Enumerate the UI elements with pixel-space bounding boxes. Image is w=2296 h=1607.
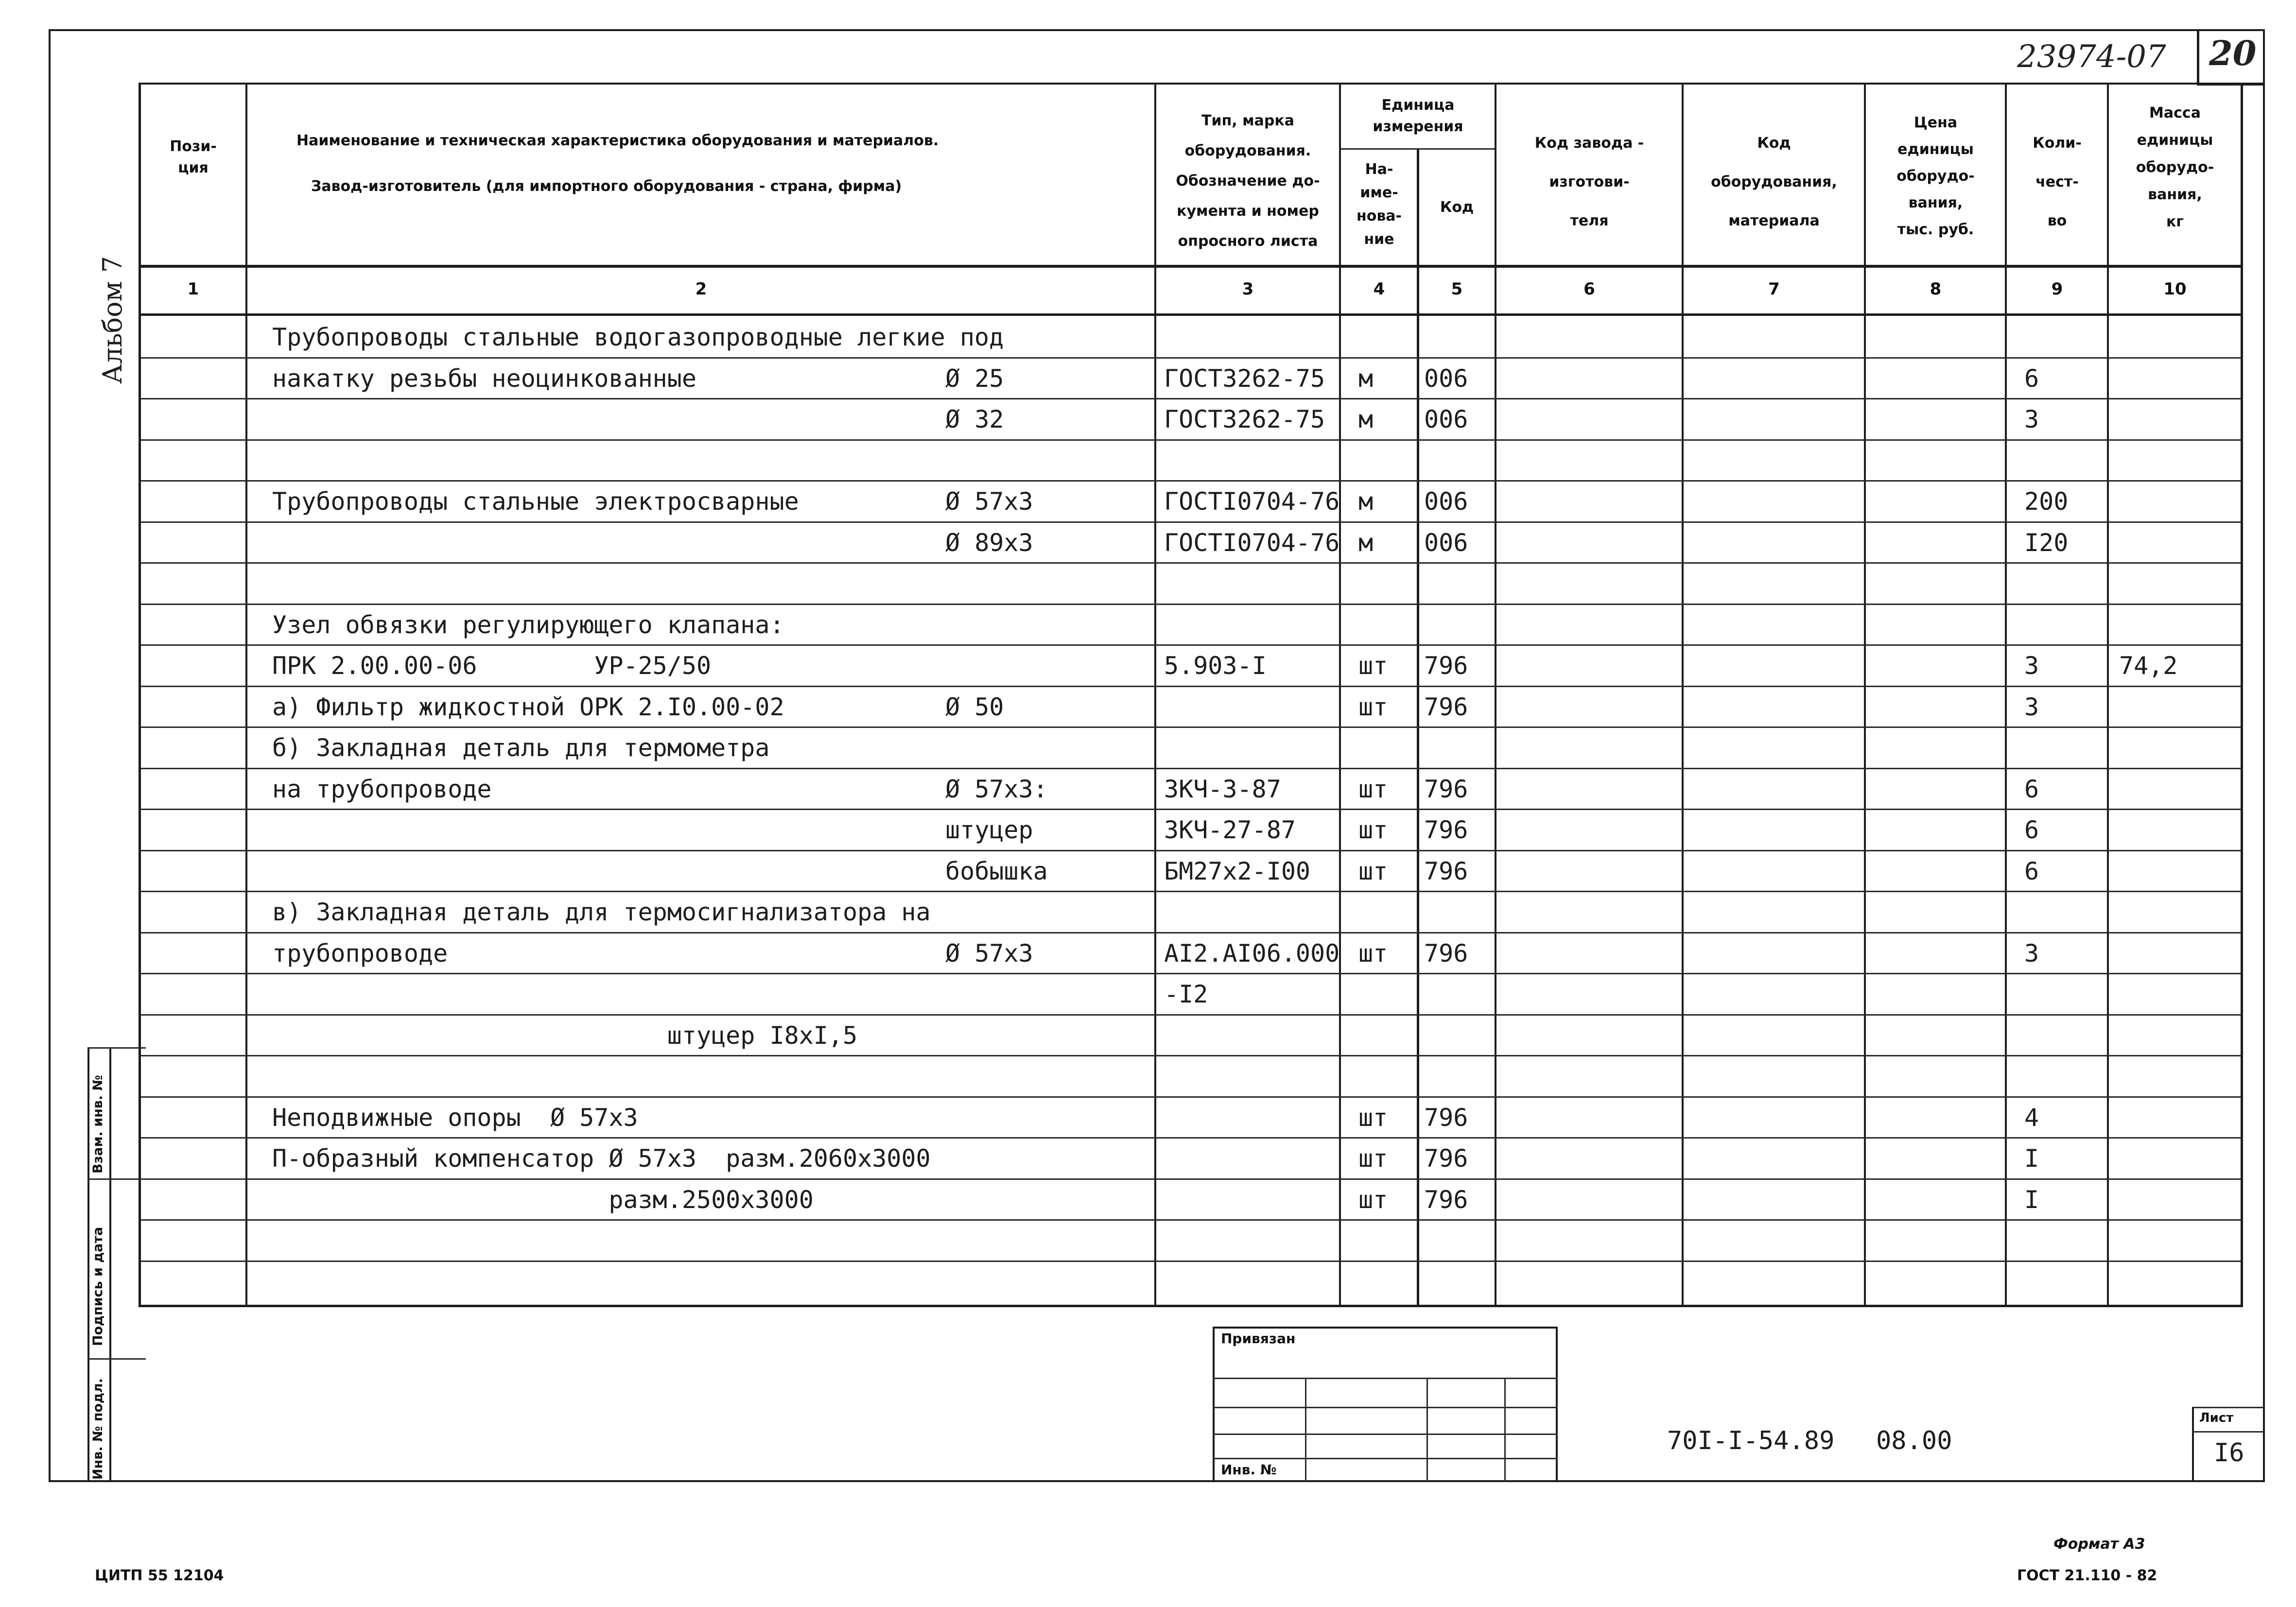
side-stamp-mid-border: [109, 1047, 111, 1482]
row-line: [141, 891, 2241, 892]
section-code: 08.00: [1876, 1426, 1952, 1455]
colnum-bottom-border: [139, 313, 2243, 316]
cell-code: 796: [1424, 939, 1468, 968]
cell-unit: м: [1358, 405, 1374, 433]
table-top-border: [139, 83, 2265, 85]
cell-name: штуцер I8хI,5: [272, 1021, 858, 1050]
privyazan-line-2: [1213, 1407, 1558, 1408]
cell-unit: м: [1358, 487, 1374, 516]
cell-qty: 4: [2024, 1104, 2039, 1132]
row-line: [141, 686, 2241, 687]
cell-name: Трубопроводы стальные электросварные: [272, 487, 799, 516]
col-divider-10: [2241, 83, 2243, 1307]
header-quantity: Коли- чест- во: [2033, 135, 2082, 229]
row-line: [141, 1014, 2241, 1016]
side-stamp-sep-2: [87, 1358, 146, 1360]
header-price: Цена единицы оборудо- вания, тыс. руб.: [1896, 114, 1975, 238]
header-unit-code: Код: [1440, 199, 1474, 216]
cell-name: разм.2500х3000: [272, 1186, 814, 1214]
col-divider-2: [1154, 83, 1156, 1307]
cell-size: Ø 89х3: [945, 529, 1033, 557]
cell-name: Неподвижные опоры Ø 57х3: [272, 1104, 638, 1132]
cell-unit: шт: [1358, 693, 1388, 721]
cell-code: 006: [1424, 405, 1468, 433]
colnum-9: 9: [2051, 279, 2063, 299]
table-bottom-border: [139, 1305, 2243, 1307]
cell-name: накатку резьбы неоцинкованные: [272, 364, 696, 393]
cell-mass: 74,2: [2119, 652, 2178, 680]
album-label: Альбом 7: [97, 256, 128, 384]
header-factory-code: Код завода - изготови- теля: [1534, 135, 1644, 229]
cell-code: 796: [1424, 652, 1468, 680]
cell-name: ПРК 2.00.00-06 УР-25/50: [272, 652, 712, 680]
footer-format: Формат А3: [2053, 1536, 2145, 1553]
privyazan-vline-1: [1305, 1378, 1306, 1482]
cell-size: Ø 57х3: [945, 939, 1033, 968]
cell-code: 796: [1424, 693, 1468, 721]
cell-qty: I: [2024, 1186, 2039, 1214]
side-stamp-vzam: Взам. инв. №: [90, 1074, 105, 1174]
privyazan-vline-2: [1426, 1378, 1428, 1482]
handwritten-doc-number: 23974-07: [2017, 39, 2166, 75]
cell-doc: 5.903-I: [1164, 652, 1267, 680]
cell-size: Ø 57х3: [945, 487, 1033, 516]
row-line: [141, 726, 2241, 728]
col-divider-9: [2107, 83, 2109, 1307]
cell-name: б) Закладная деталь для термометра: [272, 734, 770, 762]
cell-qty: 6: [2024, 775, 2039, 803]
cell-name: трубопроводе: [272, 939, 448, 968]
cell-doc: AI2.AI06.000: [1164, 939, 1340, 968]
footer-right: ГОСТ 21.110 - 82: [2017, 1567, 2157, 1584]
row-line: [141, 398, 2241, 399]
sheet-number: I6: [2214, 1438, 2244, 1468]
colnum-1: 1: [187, 279, 199, 299]
cell-size: штуцер: [945, 816, 1033, 844]
side-stamp-podpis: Подпись и дата: [90, 1227, 105, 1346]
side-stamp-left-border: [87, 1047, 89, 1482]
cell-size: бобышка: [945, 857, 1048, 885]
cell-code: 796: [1424, 775, 1468, 803]
cell-qty: 200: [2024, 487, 2069, 516]
cell-name: П-образный компенсатор Ø 57х3 разм.2060х3000: [272, 1144, 931, 1173]
cell-code: 796: [1424, 816, 1468, 844]
col-divider-6: [1682, 83, 1684, 1307]
cell-unit: шт: [1358, 1186, 1388, 1214]
cell-doc: ГОСТ3262-75: [1164, 364, 1325, 393]
cell-unit: шт: [1358, 939, 1388, 968]
cell-unit: шт: [1358, 1104, 1388, 1132]
cell-code: 796: [1424, 1186, 1468, 1214]
cell-code: 006: [1424, 487, 1468, 516]
row-line: [141, 973, 2241, 974]
header-bottom-border: [139, 265, 2243, 268]
privyazan-line-3: [1213, 1434, 1558, 1435]
col-divider-8: [2005, 83, 2007, 1307]
cell-size: Ø 25: [945, 364, 1004, 393]
row-line: [141, 1055, 2241, 1056]
col-divider-3: [1339, 83, 1341, 1307]
cell-doc: ЗКЧ-27-87: [1164, 816, 1296, 844]
designation: 70I-I-54.89: [1667, 1426, 1835, 1455]
header-type: Тип, марка оборудования. Обозначение до- кумента и номер опросного листа: [1176, 112, 1320, 250]
cell-qty: I: [2024, 1144, 2039, 1173]
cell-size: Ø 32: [945, 405, 1004, 433]
cell-code: 006: [1424, 364, 1468, 393]
cell-qty: I20: [2024, 529, 2069, 557]
col-divider-0: [139, 83, 141, 1307]
colnum-3: 3: [1242, 279, 1254, 299]
colnum-10: 10: [2163, 279, 2187, 299]
side-stamp-sep-1: [87, 1178, 146, 1180]
privyazan-vline-3: [1504, 1378, 1506, 1482]
cell-qty: 3: [2024, 939, 2039, 968]
row-line: [141, 562, 2241, 564]
colnum-8: 8: [1930, 279, 1942, 299]
cell-qty: 6: [2024, 857, 2039, 885]
inv-no-label: Инв. №: [1221, 1462, 1277, 1478]
col-divider-5: [1495, 83, 1496, 1307]
colnum-2: 2: [695, 279, 707, 299]
row-line: [141, 932, 2241, 933]
header-equipment-code: Код оборудования, материала: [1711, 135, 1837, 229]
cell-unit: м: [1358, 364, 1374, 393]
row-line: [141, 439, 2241, 441]
header-mass: Масса единицы оборудо- вания, кг: [2136, 104, 2214, 230]
sheet-box-sep: [2192, 1431, 2265, 1433]
cell-qty: 3: [2024, 693, 2039, 721]
cell-size: Ø 57х3:: [945, 775, 1048, 803]
cell-code: 006: [1424, 529, 1468, 557]
row-line: [141, 357, 2241, 359]
header-position: Пози- ция: [170, 138, 217, 176]
cell-name: а) Фильтр жидкостной ОРК 2.I0.00-02: [272, 693, 784, 721]
cell-size: Ø 50: [945, 693, 1004, 721]
row-line: [141, 1137, 2241, 1139]
footer-left: ЦИТП 55 12104: [95, 1567, 224, 1584]
cell-name: Трубопроводы стальные водогазопроводные легкие под: [272, 323, 1004, 351]
row-line: [141, 1261, 2241, 1262]
col-divider-7: [1864, 83, 1866, 1307]
side-stamp-top: [87, 1047, 146, 1049]
row-line: [141, 1096, 2241, 1098]
col-divider-1: [245, 83, 247, 1307]
cell-code: 796: [1424, 1104, 1468, 1132]
row-line: [141, 768, 2241, 769]
privyazan-line-4: [1213, 1458, 1558, 1459]
cell-qty: 3: [2024, 652, 2039, 680]
cell-code: 796: [1424, 1144, 1468, 1173]
row-line: [141, 480, 2241, 482]
colnum-6: 6: [1583, 279, 1595, 299]
cell-doc: ГОСТ3262-75: [1164, 405, 1325, 433]
cell-name: на трубопроводе: [272, 775, 492, 803]
cell-qty: 6: [2024, 816, 2039, 844]
privyazan-line-1: [1213, 1378, 1558, 1379]
cell-doc: ГОСТI0704-76: [1164, 529, 1340, 557]
cell-name: Узел обвязки регулирующего клапана:: [272, 611, 784, 639]
colnum-5: 5: [1451, 279, 1463, 299]
header-name-line2: Завод-изготовитель (для импортного оборудования - страна, фирма): [311, 178, 902, 195]
header-unit-name: На- име- нова- ние: [1356, 161, 1402, 248]
privyazan-label: Привязан: [1221, 1331, 1296, 1347]
cell-unit: шт: [1358, 775, 1388, 803]
cell-qty: 3: [2024, 405, 2039, 433]
side-stamp-inv-podl: Инв. № подл.: [90, 1378, 105, 1480]
row-line: [141, 809, 2241, 810]
row-line: [141, 850, 2241, 851]
row-line: [141, 604, 2241, 605]
cell-doc: ЗКЧ-3-87: [1164, 775, 1281, 803]
row-line: [141, 1219, 2241, 1221]
cell-code: 796: [1424, 857, 1468, 885]
cell-unit: шт: [1358, 1144, 1388, 1173]
cell-qty: 6: [2024, 364, 2039, 393]
cell-unit: шт: [1358, 857, 1388, 885]
page-number: 20: [2209, 33, 2257, 73]
sheet-label: Лист: [2199, 1411, 2234, 1425]
cell-unit: шт: [1358, 816, 1388, 844]
cell-unit: шт: [1358, 652, 1388, 680]
cell-doc: БМ27х2-I00: [1164, 857, 1311, 885]
row-line: [141, 1178, 2241, 1180]
unit-subheader-line: [1339, 148, 1495, 150]
cell-name: в) Закладная деталь для термосигнализатора на: [272, 898, 931, 926]
header-unit: Единица измерения: [1373, 97, 1463, 135]
header-name-line1: Наименование и техническая характеристика оборудования и материалов.: [296, 132, 939, 149]
cell-unit: м: [1358, 529, 1374, 557]
row-line: [141, 521, 2241, 523]
colnum-4: 4: [1373, 279, 1385, 299]
cell-doc: ГОСТI0704-76: [1164, 487, 1340, 516]
colnum-7: 7: [1768, 279, 1780, 299]
cell-doc: -I2: [1164, 980, 1208, 1008]
sheet-box-top: [2192, 1407, 2265, 1408]
row-line: [141, 644, 2241, 646]
